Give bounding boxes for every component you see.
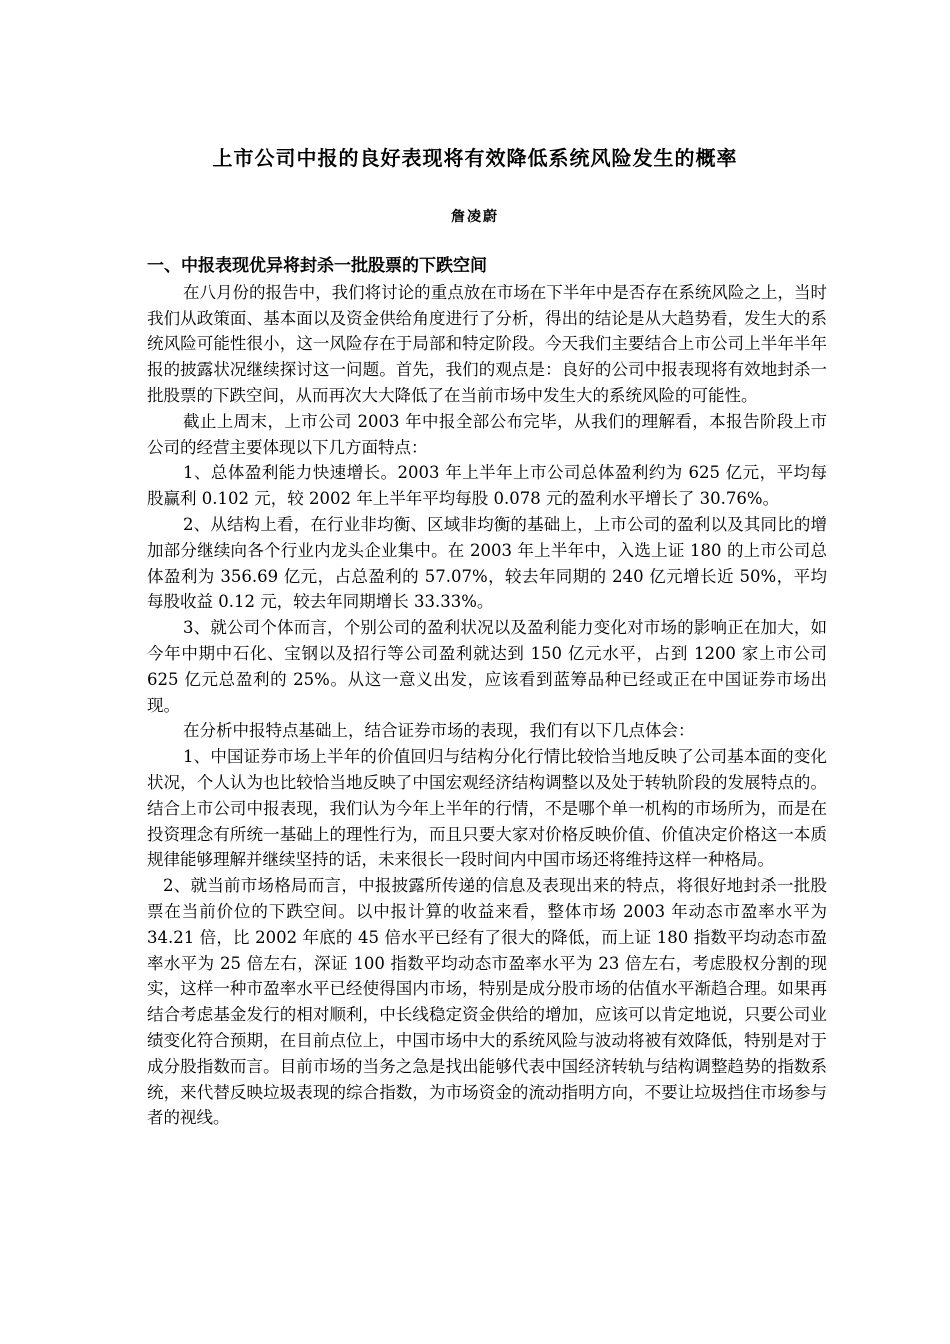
paragraph: 1、中国证券市场上半年的价值回归与结构分化行情比较恰当地反映了公司基本面的变化状况，个人认为也比较恰当地反映了中国宏观经济结构调整以及处于转轨阶段的发展特点的。结合上市公司中报表现，我们认为今年上半年的行情，不是哪个单一机构的市场所为，而是在投资理念有所统一基础上的理性行为，而且只要大家对价格反映价值、价值决定价格这一本质规律能够理解并继续坚持的话，未来很长一段时间内中国市场还将维持这样一种格局。 <box>147 747 827 870</box>
document-body <box>147 254 827 1131</box>
paragraph: 2、就当前市场格局而言，中报披露所传递的信息及表现出来的特点，将很好地封杀一批股票在当前价位的下跌空间。以中报计算的收益来看，整体市场 2003 年动态市盈率水平为 34.21 倍，比 2002 年底的 45 倍水平已经有了很大的降低，而上证 180 指数平均动态市盈率水平为 25 倍左右，深证 100 指数平均动态市盈率水平为 23 倍左右，考虑股权分割的现实，这样一种市盈率水平已经使得国内市场，特别是成分股市场的估值水平渐趋合理。如果再结合考虑基金发行的相对顺利，中长线稳定资金供给的增加，应该可以肯定地说，只要公司业绩变化符合预期，在目前点位上，中国市场中大的系统风险与波动将被有效降低，特别是对于成分股指数而言。目前市场的当务之急是找出能够代表中国经济转轨与结构调整趋势的指数系统，来代替反映垃圾表现的综合指数，为市场资金的流动指明方向，不要让垃圾挡住市场参与者的视线。 <box>147 876 827 1128</box>
paragraph: 在分析中报特点基础上，结合证券市场的表现，我们有以下几点体会： <box>183 721 695 741</box>
section-heading: 一、中报表现优异将封杀一批股票的下跌空间 <box>147 256 487 276</box>
paragraph: 在八月份的报告中，我们将讨论的重点放在市场在下半年中是否存在系统风险之上，当时我们从政策面、基本面以及资金供给角度进行了分析，得出的结论是从大趋势看，发生大的系统风险可能性很小，这一风险存在于局部和特定阶段。今天我们主要结合上市公司上半年半年报的披露状况继续探讨这一问题。首先，我们的观点是：良好的公司中报表现将有效地封杀一批股票的下跌空间，从而再次大大降低了在当前市场中发生大的系统风险的可能性。 <box>147 282 827 405</box>
document-title: 上市公司中报的良好表现将有效降低系统风险发生的概率 <box>212 146 738 170</box>
paragraph: 3、就公司个体而言，个别公司的盈利状况以及盈利能力变化对市场的影响正在加大，如今年中期中石化、宝钢以及招行等公司盈利就达到 150 亿元水平，占到 1200 家上市公司 625 亿元总盈利的 25%。从这一意义出发，应该看到蓝筹品种已经或正在中国证券市场出现。 <box>147 618 827 715</box>
paragraph: 2、从结构上看，在行业非均衡、区域非均衡的基础上，上市公司的盈利以及其同比的增加部分继续向各个行业内龙头企业集中。在 2003 年上半年中，入选上证 180 的上市公司总体盈利为 356.69 亿元，占总盈利的 57.07%，较去年同期的 240 亿元增长近 50%，平均每股收益 0.12 元，较去年同期增长 33.33%。 <box>147 514 827 612</box>
paragraph: 截止上周末，上市公司 2003 年中报全部公布完毕，从我们的理解看，本报告阶段上市公司的经营主要体现以下几方面特点： <box>147 411 827 457</box>
paragraph: 1、总体盈利能力快速增长。2003 年上半年上市公司总体盈利约为 625 亿元，平均每股赢利 0.102 元，较 2002 年上半年平均每股 0.078 元的盈利水平增长了 30.76%。 <box>147 463 827 509</box>
author-name: 詹凌蔚 <box>451 209 499 225</box>
